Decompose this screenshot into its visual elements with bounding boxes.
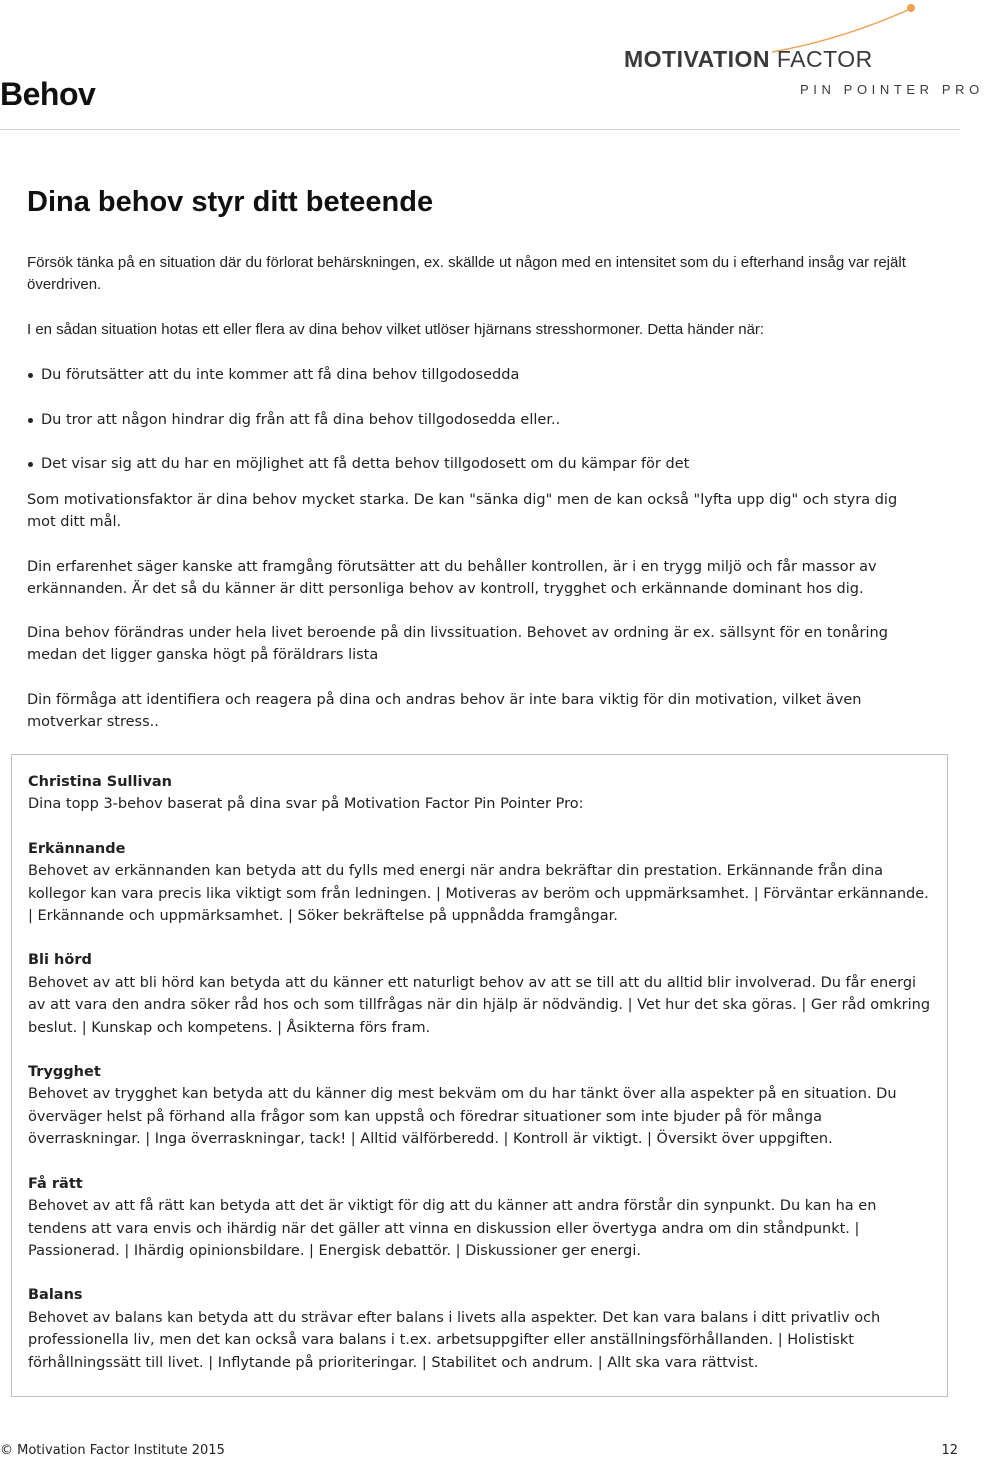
page-title: Behov [0, 76, 96, 112]
logo-subtitle: PIN POINTER PRO [800, 82, 984, 97]
need-section-trygghet [28, 1061, 933, 1151]
need-title: Erkännande [28, 840, 126, 857]
need-description: Behovet av trygghet kan betyda att du känner dig mest bekväm om du har tänkt över alla aspekter på en situation. Du överväger helst på förhand alla frågor som kan uppstå och föredrar situationer som inte bjuder på för många överraskningar. | Inga överraskningar, tack! | Alltid välförberedd. | Kontroll är viktigt. | Översikt över uppgiften. [28, 1086, 897, 1148]
logo-wordmark [624, 46, 873, 73]
section-heading: Dina behov styr ditt beteende [27, 186, 434, 218]
intro-paragraph-3: Som motivationsfaktor är dina behov mycket starka. De kan "sänka dig" men de kan också "lyfta upp dig" och styra dig mot ditt mål. [27, 492, 898, 530]
need-section-bli-hord [28, 949, 933, 1039]
bullet-item-1: Du förutsätter att du inte kommer att få dina behov tillgodosedda [27, 364, 941, 386]
need-section-erkannande [28, 838, 933, 928]
intro-paragraph-1: Försök tänka på en situation där du förlorat behärskningen, ex. skällde ut någon med en intensitet som du i efterhand insåg var rejält överdriven. [27, 254, 906, 293]
page-number: 12 [941, 1443, 958, 1458]
logo-light-word: FACTOR [776, 46, 873, 72]
bullet-item-3: Det visar sig att du har en möjlighet att få detta behov tillgodosett om du kämpar för det [27, 453, 941, 475]
intro-paragraph-6: Din förmåga att identifiera och reagera på dina och andras behov är inte bara viktig för din motivation, vilket även motverkar stress.. [27, 692, 862, 730]
motivation-factor-logo [620, 0, 984, 110]
need-description: Behovet av balans kan betyda att du strävar efter balans i livets alla aspekter. Det kan vara balans i ditt privatliv och professionella liv, men det kan också vara balans i t.ex. arbetsuppgifter eller anställningsförhållanden. | Holistiskt förhållningssätt till livet. | Inflytande på prioriteringar. | Stabilitet och andrum. | Allt ska vara rättvist. [28, 1309, 881, 1371]
header-divider [0, 129, 960, 130]
intro-paragraph-5: Dina behov förändras under hela livet beroende på din livssituation. Behovet av ordning är ex. sällsynt för en tonåring medan det ligger ganska högt på föräldrars lista [27, 625, 888, 663]
person-name: Christina Sullivan [28, 774, 173, 790]
need-title: Få rätt [28, 1175, 83, 1192]
needs-profile-box [11, 754, 948, 1397]
need-title: Bli hörd [28, 952, 92, 969]
profile-subtitle: Dina topp 3-behov baserat på dina svar på Motivation Factor Pin Pointer Pro: [28, 796, 584, 813]
intro-paragraph-2: I en sådan situation hotas ett eller flera av dina behov vilket utlöser hjärnans stresshormoner. Detta händer när: [27, 321, 765, 338]
need-section-fa-ratt [28, 1173, 933, 1263]
need-description: Behovet av erkännanden kan betyda att du fylls med energi när andra bekräftar din prestation. Erkännande från dina kollegor kan vara precis lika viktigt som från ledningen. | Motiveras av beröm och uppmärksamhet. | Förväntar erkännande. | Erkännande och uppmärksamhet. | Söker bekräftelse på uppnådda framgångar. [28, 863, 929, 925]
footer-copyright: © Motivation Factor Institute 2015 [0, 1443, 225, 1458]
need-description: Behovet av att bli hörd kan betyda att du känner ett naturligt behov av att se till att du alltid blir involverad. Du får energi av att vara den andra söker råd hos och som tillfrågas när din hjälp är nödvändig. | Vet hur det ska göras. | Ger råd omkring beslut. | Kunskap och kompetens. | Åsikterna förs fram. [28, 974, 931, 1036]
logo-bold-word: MOTIVATION [624, 46, 770, 72]
need-section-balans [28, 1284, 933, 1374]
need-title: Trygghet [28, 1064, 101, 1081]
need-title: Balans [28, 1287, 83, 1304]
intro-paragraph-4: Din erfarenhet säger kanske att framgång förutsätter att du behåller kontrollen, är i en trygg miljö och får massor av erkännanden. Är det så du känner är ditt personliga behov av kontroll, trygghet och erkännande dominant hos dig. [27, 559, 877, 597]
bullet-item-2: Du tror att någon hindrar dig från att få dina behov tillgodosedda eller.. [27, 409, 941, 431]
need-description: Behovet av att få rätt kan betyda att det är viktigt för dig att du känner att andra förstår din synpunkt. Du kan ha en tendens att vara envis och ihärdig när det gäller att vinna en diskussion eller övertyga andra om din ståndpunkt. | Passionerad. | Ihärdig opinionsbildare. | Energisk debattör. | Diskussioner ger energi. [28, 1198, 877, 1259]
